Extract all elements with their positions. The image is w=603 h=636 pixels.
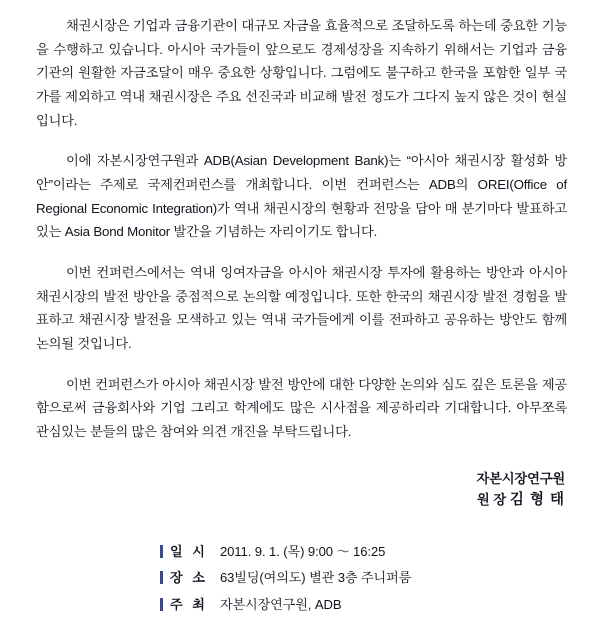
detail-value: 2011. 9. 1. (목) 9:00 ～ 16:25 — [219, 543, 386, 559]
detail-row — [160, 539, 603, 566]
signature-name: 김 형 태 — [509, 492, 565, 509]
bar-marker-icon — [160, 598, 163, 611]
signature-title: 원 장 — [476, 492, 507, 508]
paragraph: 이에 자본시장연구원과 ADB(Asian Development Bank)는 “아시아 채권시장 활성화 방안”이라는 주제로 국제컨퍼런스를 개최합니다. 이번 컨퍼런스는 ADB의 OREI(Office of Regional Economic Integration)가 역내 채권시장의 현황과 전망을 담아 매 분기마다 발표하고 있는 Asia Bond Monitor 발간을 기념하는 자리이기도 합니다. — [36, 153, 567, 240]
signature-block — [0, 468, 603, 513]
detail-label: 일 시 — [170, 543, 208, 559]
paragraph: 이번 컨퍼런스가 아시아 채권시장 발전 방안에 대한 다양한 논의와 심도 깊은 토론을 제공함으로써 금융회사와 기업 그리고 학계에도 많은 시사점을 제공하리라 기대합니다. 아무쪼록 관심있는 분들의 많은 참여와 의견 개진을 부탁드립니다. — [36, 376, 567, 439]
detail-row — [160, 565, 603, 592]
detail-row — [160, 592, 603, 619]
paragraph: 채권시장은 기업과 금융기관이 대규모 자금을 효율적으로 조달하도록 하는데 중요한 기능을 수행하고 있습니다. 아시아 국가들이 앞으로도 경제성장을 지속하기 위해서는 기업과 금융기관의 원활한 자금조달이 매우 중요한 상황입니다. 그럼에도 불구하고 한국을 포함한 일부 국가를 제외하고 역내 채권시장은 주요 선진국과 비교해 발전 정도가 그다지 높지 않은 것이 현실입니다. — [36, 18, 567, 128]
detail-label: 주 최 — [170, 597, 208, 613]
event-details — [0, 539, 603, 619]
signature-organization: 자본시장연구원 — [476, 470, 565, 486]
bar-marker-icon — [160, 571, 163, 584]
detail-value: 63빌딩(여의도) 별관 3층 주니퍼룸 — [219, 570, 412, 586]
bar-marker-icon — [160, 545, 163, 558]
paragraph: 이번 컨퍼런스에서는 역내 잉여자금을 아시아 채권시장 투자에 활용하는 방안과 아시아 채권시장의 발전 방안을 중점적으로 논의할 예정입니다. 또한 한국의 채권시장 발전 경험을 발표하고 채권시장 발전을 모색하고 있는 역내 국가들에게 이를 전파하고 공유하는 방안도 함께 논의될 것입니다. — [36, 264, 567, 351]
detail-label: 장 소 — [170, 570, 208, 586]
signature-person — [0, 489, 565, 512]
detail-value: 자본시장연구원, ADB — [219, 597, 342, 613]
